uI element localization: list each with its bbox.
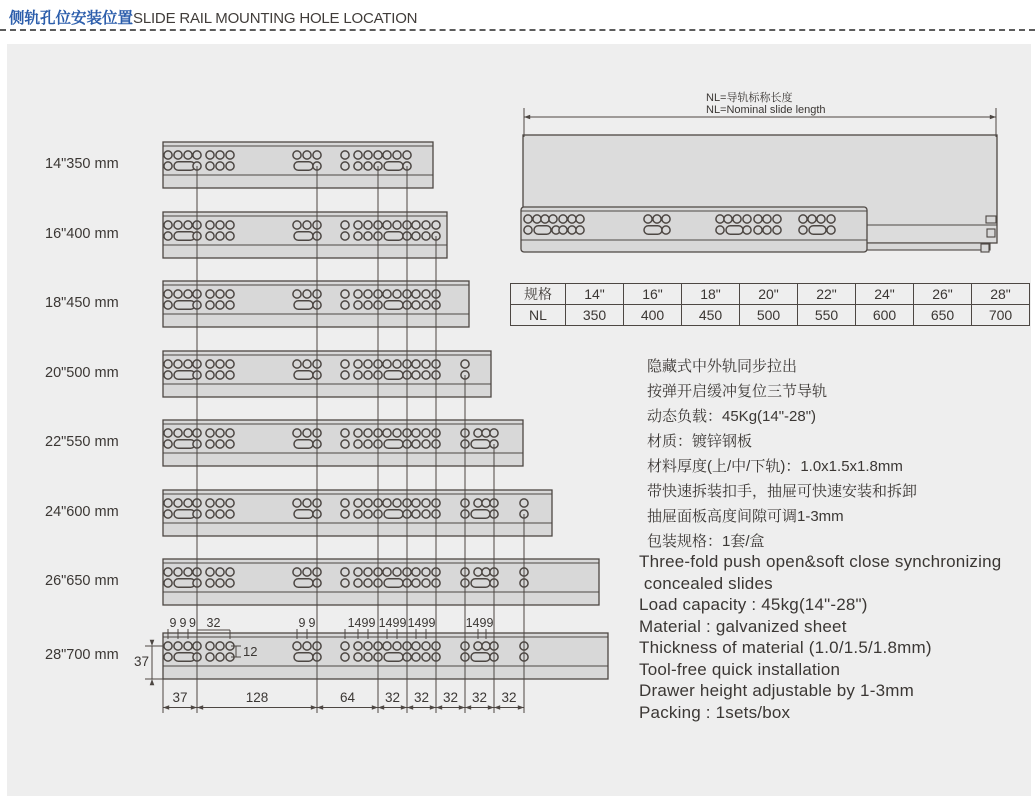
nl-dimension bbox=[524, 90, 996, 137]
dimension-label: 32 bbox=[384, 690, 401, 705]
page-title-cn: 侧轨孔位安装位置 bbox=[9, 10, 134, 27]
spec-line-cn: 材料厚度(上/中/下轨)：1.0x1.5x1.8mm bbox=[647, 458, 903, 475]
dimension-label: 32 bbox=[471, 690, 488, 705]
spec-line-en: Three-fold push open&soft close synchronizing bbox=[639, 552, 1002, 571]
table-cell: 16" bbox=[624, 284, 682, 305]
dimension-label: 32 bbox=[413, 690, 430, 705]
nl-note-en: NL=Nominal slide length bbox=[706, 104, 826, 116]
dimension-label: 1499 bbox=[347, 616, 376, 630]
spec-line-en: Thickness of material (1.0/1.5/1.8mm) bbox=[639, 638, 932, 657]
rail-length-label: 22"550 mm bbox=[45, 434, 119, 450]
table-cell: 28" bbox=[972, 284, 1030, 305]
spec-list-en bbox=[639, 551, 1001, 723]
rail-row bbox=[45, 212, 447, 258]
table-cell: 26" bbox=[914, 284, 972, 305]
dimension-label: 32 bbox=[442, 690, 459, 705]
table-cell: 500 bbox=[740, 305, 798, 326]
table-cell: 22" bbox=[798, 284, 856, 305]
spec-line-cn: 隐藏式中外轨同步拉出 bbox=[647, 358, 798, 375]
dimension-label: 1499 bbox=[465, 616, 494, 630]
rail-length-label: 16"400 mm bbox=[45, 226, 119, 242]
rail-row bbox=[45, 281, 469, 327]
table-cell: 400 bbox=[624, 305, 682, 326]
dimension-label: 32 bbox=[501, 690, 517, 705]
rail-row bbox=[45, 351, 491, 397]
table-cell: 350 bbox=[566, 305, 624, 326]
spec-line-en: Tool-free quick installation bbox=[639, 659, 841, 679]
spec-line-en: Drawer height adjustable by 1-3mm bbox=[639, 681, 914, 700]
rail-length-label: 26"650 mm bbox=[45, 573, 119, 589]
rail-length-label: 20"500 mm bbox=[45, 365, 119, 381]
rail-row bbox=[45, 420, 523, 466]
dimension-label: 1499 bbox=[407, 616, 436, 630]
table-cell: 18" bbox=[682, 284, 740, 305]
rail-row bbox=[45, 490, 552, 536]
spec-line-en: concealed slides bbox=[639, 573, 773, 593]
spec-line-cn: 材质：镀锌钢板 bbox=[647, 433, 753, 450]
table-cell: 650 bbox=[914, 305, 972, 326]
nl-diagram bbox=[521, 135, 997, 252]
rail-length-label: 28"700 mm bbox=[45, 647, 119, 663]
spec-line-en: Load capacity : 45kg(14"-28") bbox=[639, 595, 868, 614]
spec-line-cn: 包装规格：1套/盒 bbox=[647, 533, 765, 550]
table-cell: 24" bbox=[856, 284, 914, 305]
table-cell: 规格 bbox=[511, 284, 566, 305]
spec-list-cn bbox=[647, 354, 917, 554]
height-dimension bbox=[134, 640, 163, 685]
spec-line-cn: 抽屉面板高度间隙可调1-3mm bbox=[647, 508, 844, 525]
dimension-label: 37 bbox=[172, 690, 188, 705]
table-cell: 700 bbox=[972, 305, 1030, 326]
table-cell: 14" bbox=[566, 284, 624, 305]
table-cell: NL bbox=[511, 305, 566, 326]
size-table bbox=[510, 283, 1030, 326]
spec-line-cn: 带快速拆装扣手，抽屉可快速安装和拆卸 bbox=[647, 483, 918, 500]
dimension-label: 128 bbox=[245, 690, 269, 705]
dimension-label: 9 bbox=[308, 616, 316, 630]
page-title-en: SLIDE RAIL MOUNTING HOLE LOCATION bbox=[133, 10, 418, 27]
nl-note-cn: NL=导轨标称长度 bbox=[706, 92, 793, 104]
size-table-header-row bbox=[511, 284, 1030, 305]
table-cell: 600 bbox=[856, 305, 914, 326]
bottom-dimensions bbox=[163, 690, 524, 713]
rail-length-label: 18"450 mm bbox=[45, 295, 119, 311]
dimension-label: 12 bbox=[243, 644, 258, 659]
rail-row bbox=[45, 142, 433, 188]
dimension-label: 9 bbox=[298, 616, 306, 630]
rail-length-label: 14"350 mm bbox=[45, 156, 119, 172]
spec-line-cn: 动态负载：45Kg(14"-28") bbox=[647, 408, 817, 425]
dimension-label: 37 bbox=[133, 654, 149, 669]
table-cell: 450 bbox=[682, 305, 740, 326]
rail-length-label: 24"600 mm bbox=[45, 504, 119, 520]
dimension-label: 32 bbox=[206, 616, 221, 630]
dimension-label: 64 bbox=[339, 690, 356, 705]
spec-line-en: Packing : 1sets/box bbox=[639, 702, 791, 722]
dimension-label: 9 bbox=[189, 616, 196, 630]
table-cell: 550 bbox=[798, 305, 856, 326]
rail-row bbox=[45, 559, 599, 605]
size-table-nl-row bbox=[511, 305, 1030, 326]
dimension-label: 1499 bbox=[378, 616, 407, 630]
dimension-label: 9 bbox=[169, 616, 177, 630]
spec-line-en: Material : galvanized sheet bbox=[639, 616, 847, 636]
spec-line-cn: 按弹开启缓冲复位三节导轨 bbox=[647, 383, 828, 400]
table-cell: 20" bbox=[740, 284, 798, 305]
dimension-label: 9 bbox=[179, 616, 187, 630]
